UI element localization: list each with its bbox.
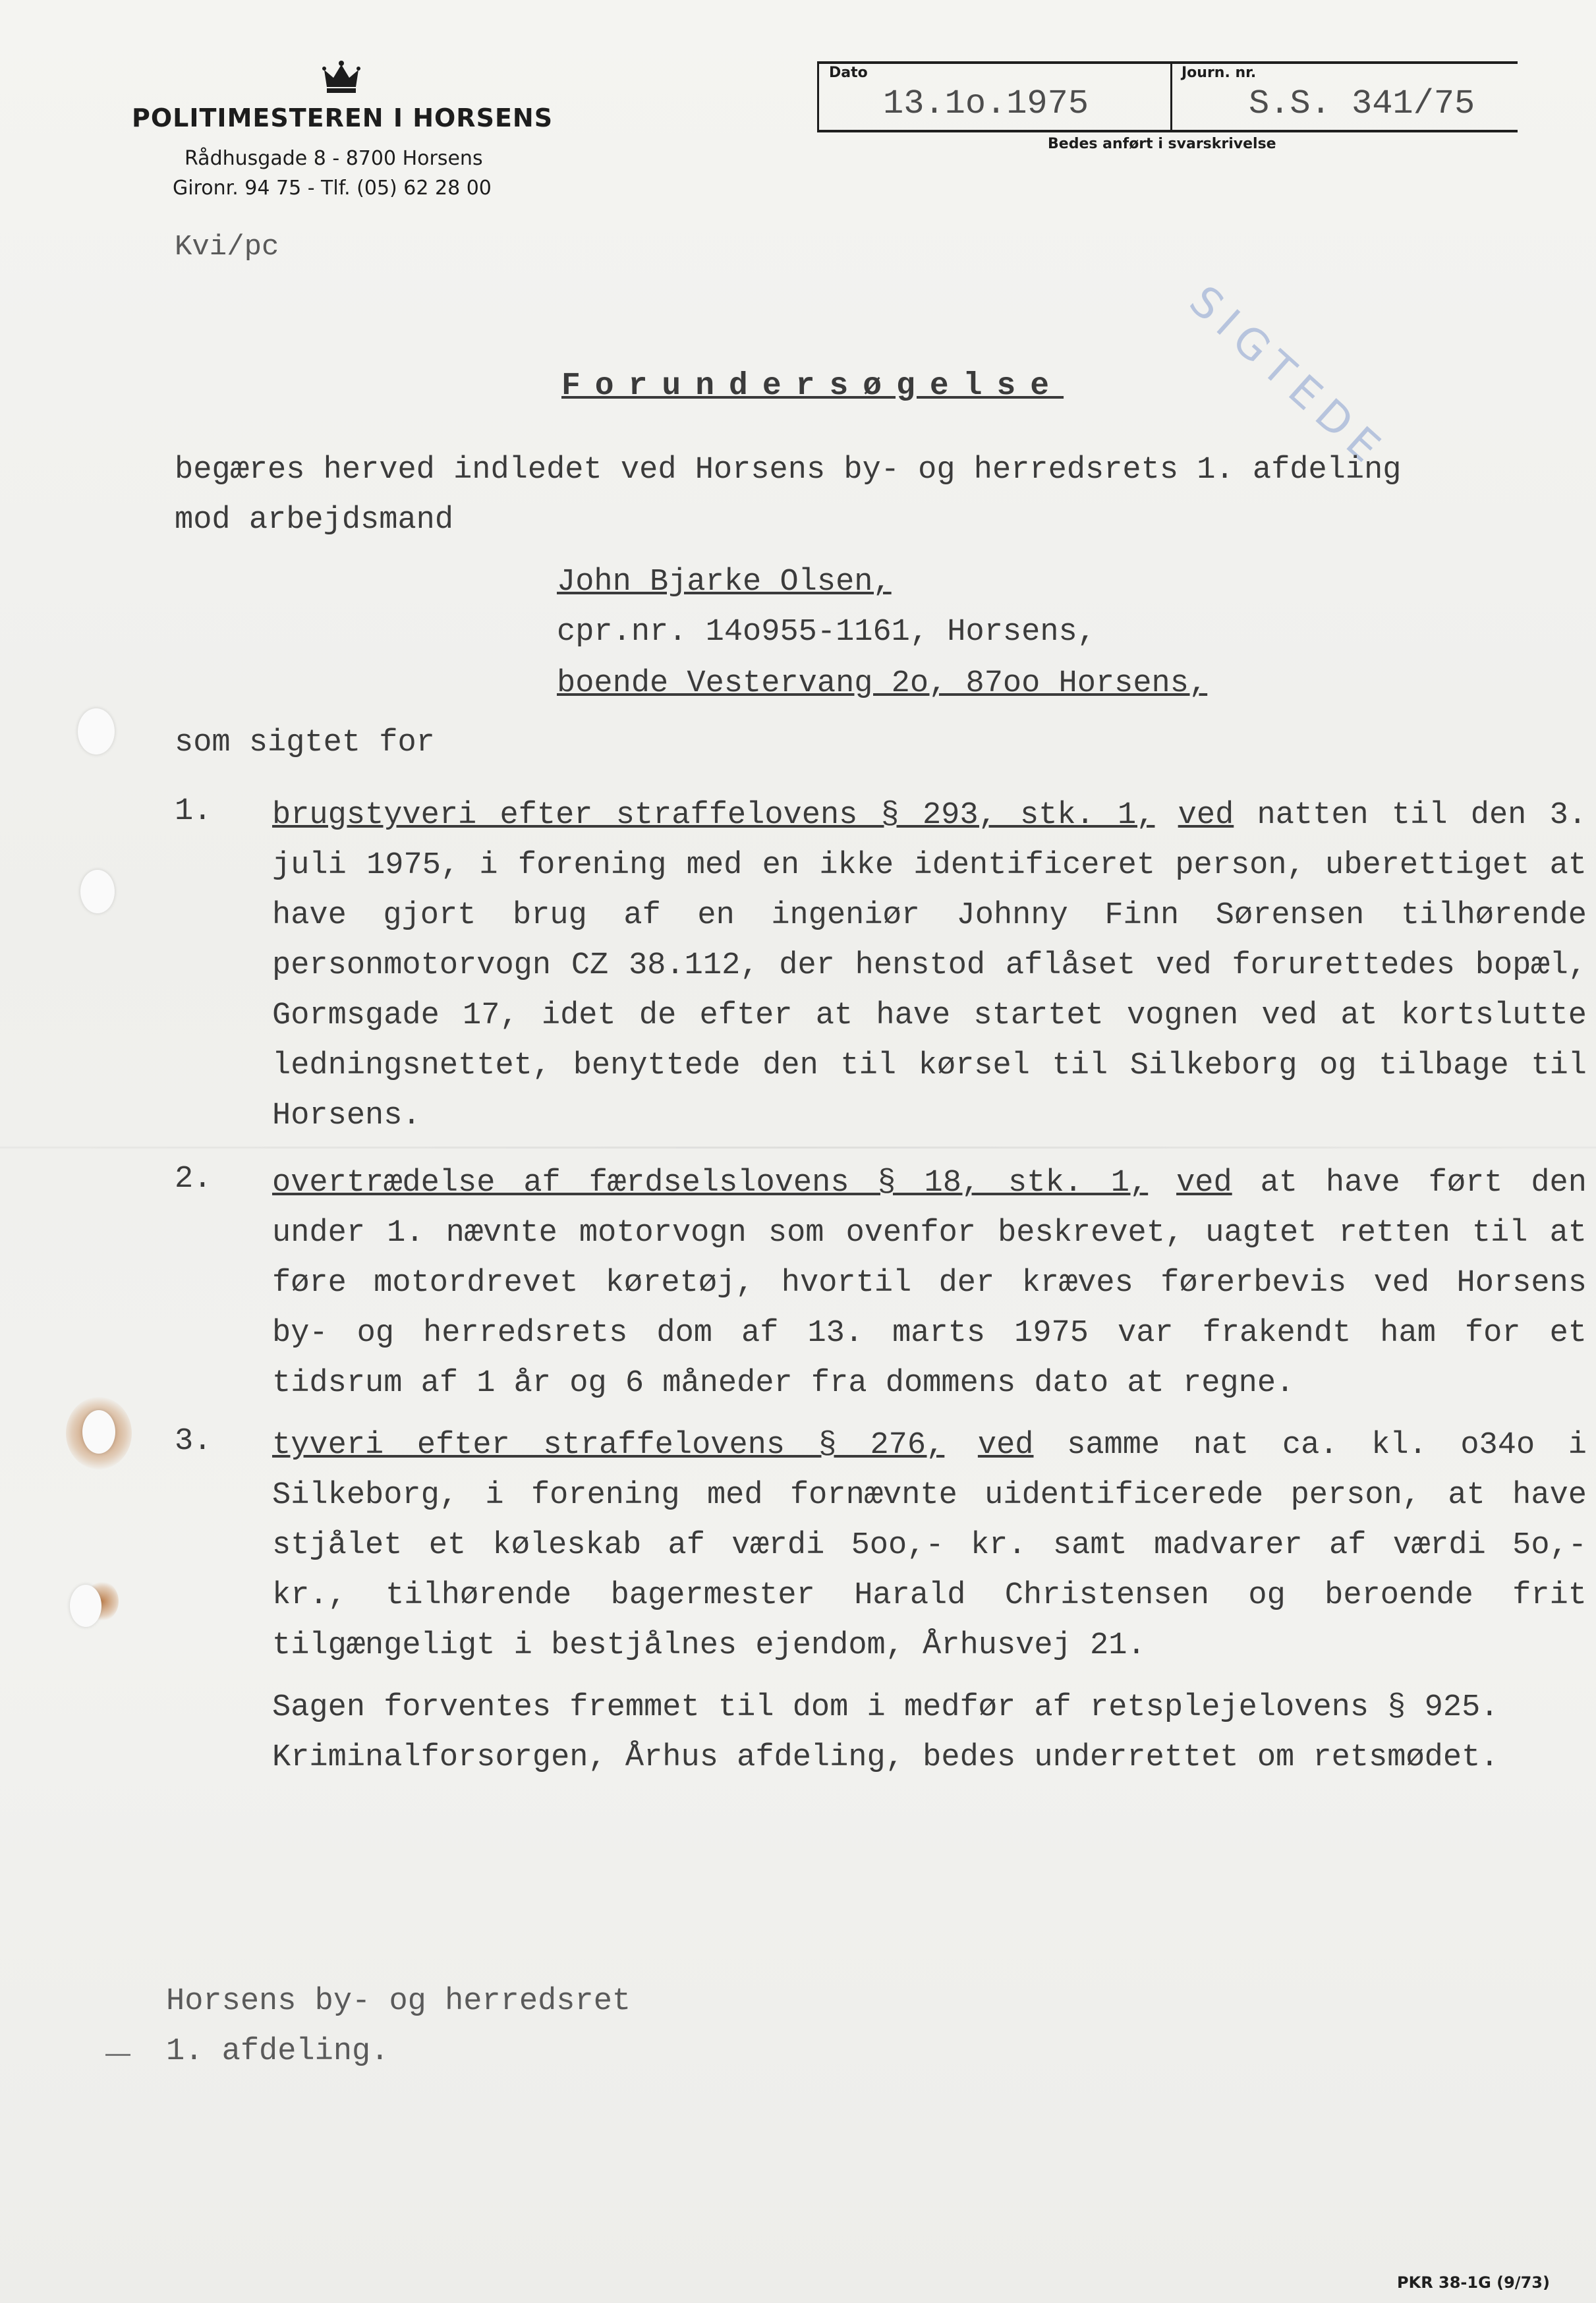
authority-name: POLITIMESTEREN I HORSENS [132,103,554,132]
punch-hole [80,870,115,913]
addressee-line-1: Horsens by- og herredsret [166,1984,631,2019]
reference-box-divider [1170,61,1172,130]
charge-ved: ved [977,1428,1034,1463]
margin-mark [105,2054,130,2056]
closing-paragraph [272,1683,1587,1783]
charge-heading: tyveri efter straffelovens § 276, [272,1428,945,1463]
charge-3 [272,1421,1587,1671]
closing-line-2: Kriminalforsorgen, Århus afdeling, bedes underrettet om retsmødet. [272,1740,1499,1775]
charged-for-label: som sigtet for [175,725,435,760]
charge-1 [272,791,1587,1141]
journ-value: S.S. 341/75 [1249,84,1475,123]
dato-label: Dato [829,65,868,81]
punch-hole [82,1410,115,1454]
person-residence: boende Vestervang 2o, 87oo Horsens, [557,666,1208,701]
charge-number: 2. [175,1162,212,1197]
reference-note: Bedes anført i svarskrivelse [1048,136,1276,152]
form-code: PKR 38-1G (9/73) [1397,2273,1550,2292]
person-cpr: cpr.nr. 14o955-1161, Horsens, [557,615,1096,650]
internal-reference: Kvi/pc [175,231,279,264]
punch-hole [78,708,115,754]
dato-value: 13.1o.1975 [883,84,1089,123]
charge-heading: overtrædelse af færdselslovens § 18, stk. 1, [272,1166,1149,1201]
charge-heading: brugstyveri efter straffelovens § 293, stk. 1, [272,798,1155,833]
charge-number: 3. [175,1424,212,1459]
intro-line-1: begæres herved indledet ved Horsens by- og herredsrets 1. afdeling [175,453,1402,488]
addressee-line-2: 1. afdeling. [166,2034,389,2069]
charge-text: natten til den 3. juli 1975, i forening med en ikke identificeret person, uberettiget at have gjort brug af en ingeniør Johnny Finn Sørensen tilhørende personmotorvogn CZ 38.112, der henstod aflåset ved forurettedes bopæl, Gormsgade 17, idet de efter at have startet vognen ved at kortslutte ledningsnettet, benyttede den til kørsel til Silkeborg og tilbage til Horsens. [272,798,1587,1133]
sigtede-stamp: SIGTEDE [1180,277,1396,478]
authority-address: Rådhusgade 8 - 8700 Horsens [185,147,483,170]
charge-text: samme nat ca. kl. o34o i Silkeborg, i forening med fornævnte uidentificerede person, at have stjålet et køleskab af værdi 5oo,- kr. samt madvarer af værdi 5o,- kr., tilhørende bagermester Harald Christensen og beroende frit tilgængeligt i bestjålnes ejendom, Århusvej 21. [272,1428,1587,1663]
authority-giro: Gironr. 94 75 - Tlf. (05) 62 28 00 [173,177,492,200]
charge-ved: ved [1178,798,1234,833]
person-name: John Bjarke Olsen, [557,565,892,600]
journ-label: Journ. nr. [1182,65,1257,81]
charge-text: at have ført den under 1. nævnte motorvogn som ovenfor beskrevet, uagtet retten til at føre motordrevet køretøj, hvortil der kræves førerbevis ved Horsens by- og herredsrets dom af 13. marts 1975 var frakendt ham for et tidsrum af 1 år og 6 måneder fra dommens dato at regne. [272,1166,1587,1401]
closing-line-1: Sagen forventes fremmet til dom i medfør af retsplejelovens § 925. [272,1690,1499,1725]
charge-ved: ved [1176,1166,1232,1201]
charge-number: 1. [175,794,212,829]
punch-hole [70,1585,101,1627]
charge-2 [272,1158,1587,1409]
document-title: Forundersøgelse [561,368,1064,404]
crown-icon [322,59,361,99]
paper-fold [0,1147,1596,1149]
intro-line-2: mod arbejdsmand [175,503,454,538]
